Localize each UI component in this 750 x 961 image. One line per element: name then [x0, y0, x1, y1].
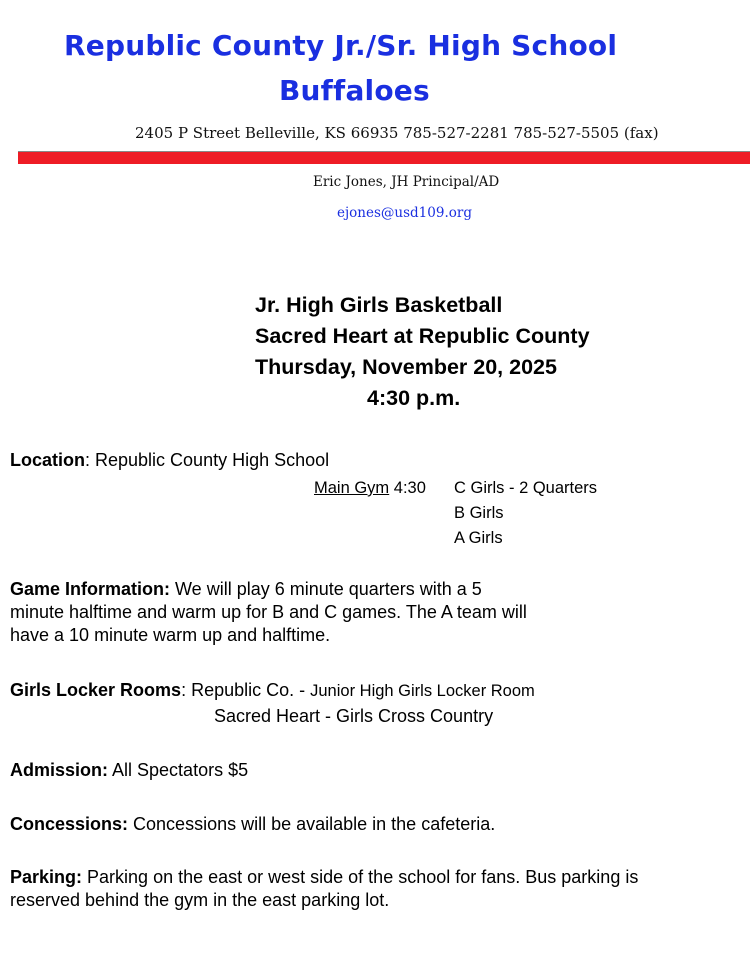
event-title-date: Thursday, November 20, 2025 — [255, 355, 557, 379]
locker-room-home: Junior High Girls Locker Room — [310, 682, 535, 700]
school-mascot: Buffaloes — [279, 74, 430, 107]
locker-room-home-prefix: : Republic Co. - — [181, 680, 311, 700]
locker-room-away: Sacred Heart - Girls Cross Country — [214, 706, 494, 726]
game-a-girls: A Girls — [454, 529, 503, 547]
event-title-sport: Jr. High Girls Basketball — [255, 293, 503, 317]
parking-text-1: Parking on the east or west side of the school for fans. Bus parking is — [82, 867, 639, 887]
admission-line — [10, 759, 248, 782]
location-value: : Republic County High School — [85, 450, 330, 470]
concessions-line — [10, 813, 495, 836]
game-info-text-2: minute halftime and warm up for B and C games. The A team will — [10, 602, 527, 622]
game-info-line-1 — [10, 578, 482, 601]
location-label: Location — [10, 450, 85, 470]
concessions-value: Concessions will be available in the cafeteria. — [128, 814, 496, 834]
header-divider-bar — [18, 151, 750, 164]
game-b-girls: B Girls — [454, 504, 504, 522]
school-address: 2405 P Street Belleville, KS 66935 785-527-2281 785-527-5505 (fax) — [135, 124, 659, 142]
parking-label: Parking: — [10, 867, 83, 887]
locker-room-line — [10, 679, 535, 703]
game-info-text-1: We will play 6 minute quarters with a 5 — [170, 579, 482, 599]
event-title-time: 4:30 p.m. — [367, 386, 461, 410]
gym-time: 4:30 — [389, 479, 426, 497]
parking-line-1 — [10, 866, 638, 889]
locker-room-label: Girls Locker Rooms — [10, 680, 182, 700]
gym-time-line — [314, 477, 426, 500]
game-info-text-3: have a 10 minute warm up and halftime. — [10, 625, 331, 645]
admission-label: Admission: — [10, 760, 109, 780]
event-title-matchup: Sacred Heart at Republic County — [255, 324, 590, 348]
game-info-label: Game Information: — [10, 579, 171, 599]
location-line — [10, 449, 329, 472]
game-c-girls: C Girls - 2 Quarters — [454, 479, 598, 497]
principal-name: Eric Jones, JH Principal/AD — [313, 174, 500, 190]
concessions-label: Concessions: — [10, 814, 129, 834]
admission-value: All Spectators $5 — [108, 760, 249, 780]
gym-name: Main Gym — [314, 479, 390, 497]
principal-email-link[interactable]: ejones@usd109.org — [337, 205, 472, 221]
school-name: Republic County Jr./Sr. High School — [64, 29, 618, 62]
parking-text-2: reserved behind the gym in the east parking lot. — [10, 890, 390, 910]
